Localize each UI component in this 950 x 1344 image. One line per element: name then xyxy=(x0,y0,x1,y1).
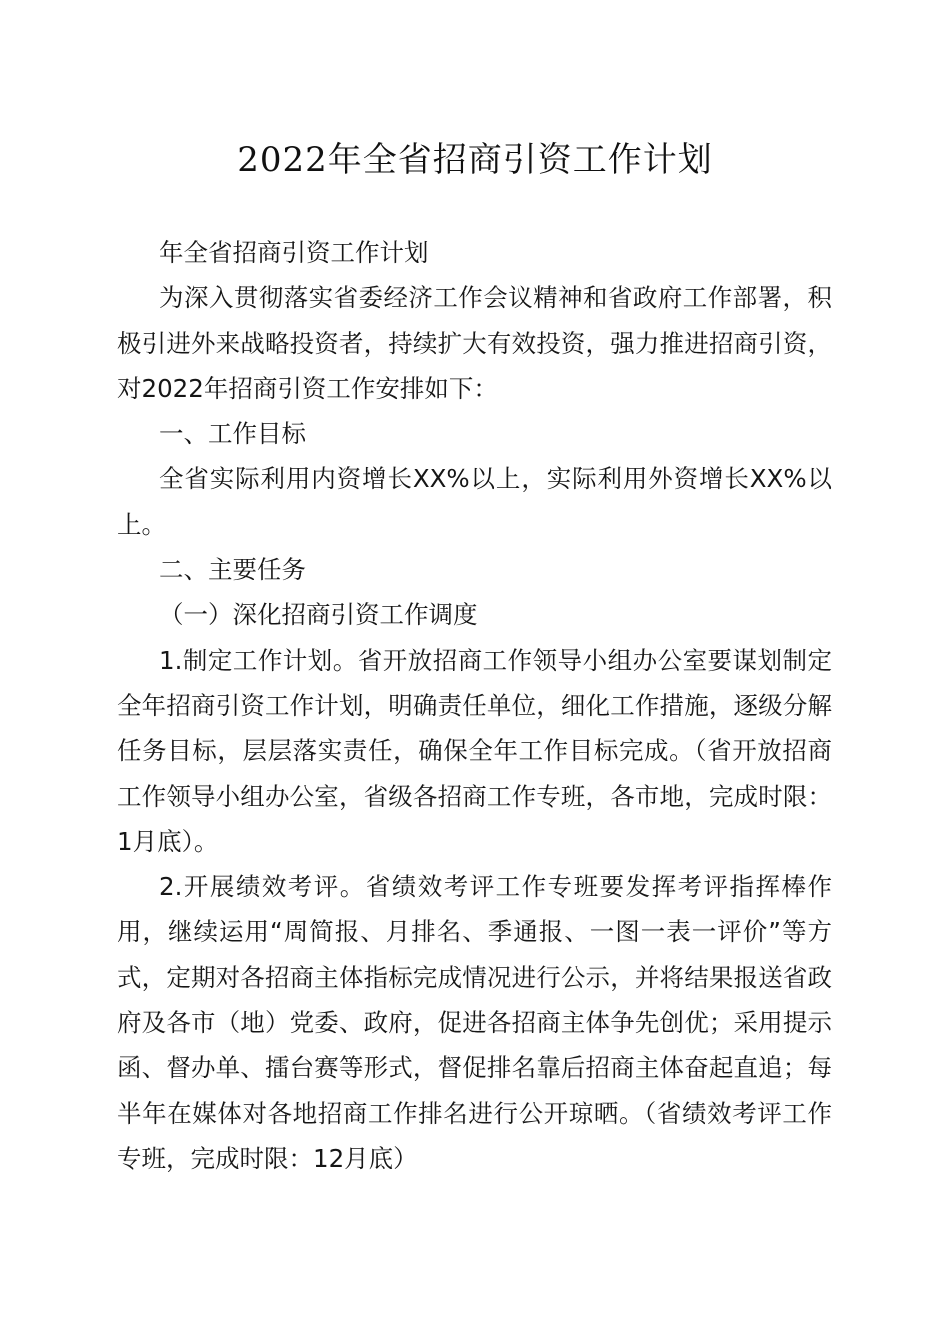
document-title: 2022年全省招商引资工作计划 xyxy=(237,140,713,180)
section-heading-goals: 一、工作目标 xyxy=(159,419,306,449)
paragraph-goals: 全省实际利用内资增长XX%以上，实际利用外资增长XX%以上。 xyxy=(117,464,832,539)
paragraph-task-2: 2.开展绩效考评。省绩效考评工作专班要发挥考评指挥棒作用，继续运用“周简报、月排名、季通报、一图一表一评价”等方式，定期对各招商主体指标完成情况进行公示，并将结果报送省政府及各市（地）党委、政府，促进各招商主体争先创优；采用提示函、督办单、擂台赛等形式，督促排名靠后招商主体奋起直追；每半年在媒体对各地招商工作排名进行公开琼晒。（省绩效考评工作专班，完成时限：12月底） xyxy=(117,872,832,1173)
subsection-heading-scheduling: （一）深化招商引资工作调度 xyxy=(159,600,478,630)
paragraph-intro: 为深入贯彻落实省委经济工作会议精神和省政府工作部署，积极引进外来战略投资者，持续扩大有效投资，强力推进招商引资，对2022年招商引资工作安排如下： xyxy=(117,283,832,403)
paragraph-heading-repeat: 年全省招商引资工作计划 xyxy=(159,238,429,267)
document-body xyxy=(117,230,832,1181)
paragraph-task-1: 1.制定工作计划。省开放招商工作领导小组办公室要谋划制定全年招商引资工作计划，明确责任单位，细化工作措施，逐级分解任务目标，层层落实责任，确保全年工作目标完成。（省开放招商工作领导小组办公室，省级各招商工作专班，各市地，完成时限：1月底）。 xyxy=(117,645,832,856)
section-heading-tasks: 二、主要任务 xyxy=(159,555,306,585)
